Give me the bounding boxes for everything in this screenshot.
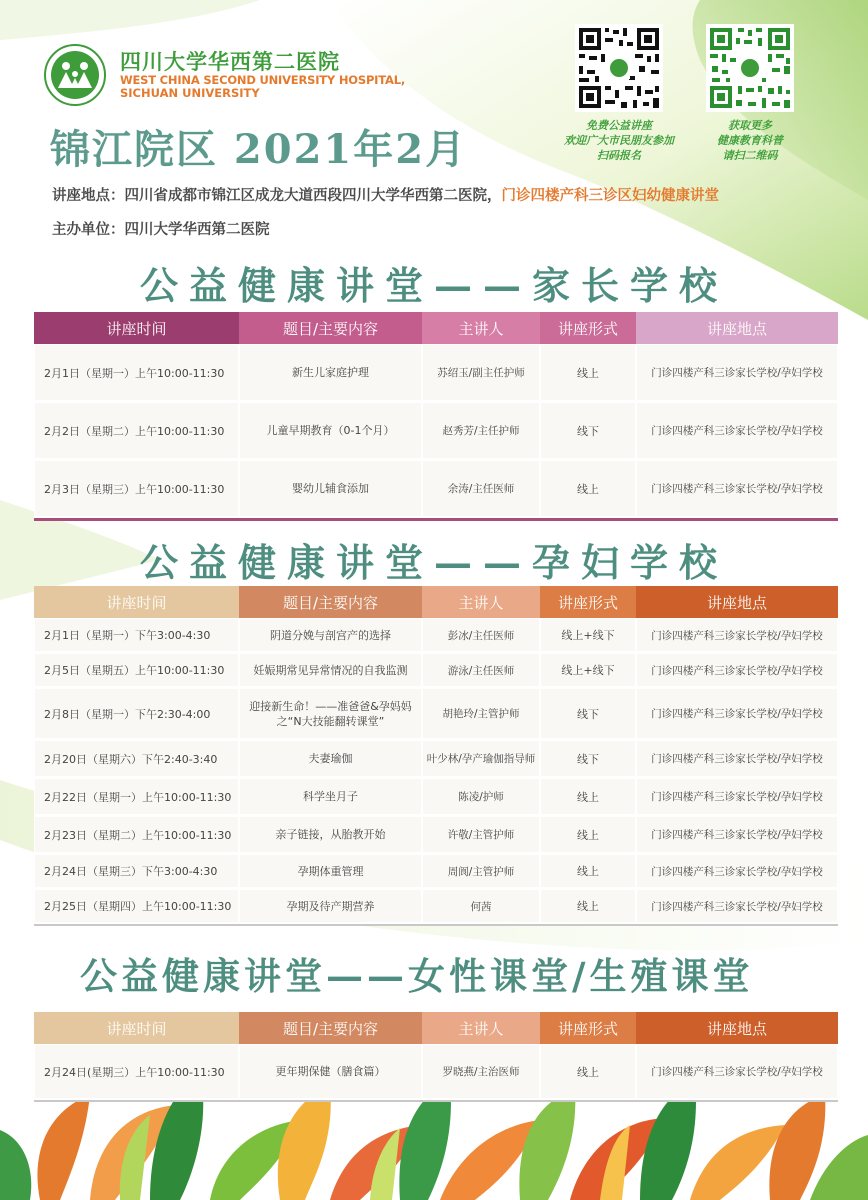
cell-speaker: 许敬/主管护师 [423, 817, 539, 852]
cell-topic: 婴幼儿辅食添加 [240, 461, 421, 516]
cell-speaker: 叶少林/孕产瑜伽指导师 [423, 741, 539, 776]
cell-format: 线上 [541, 345, 635, 400]
cell-place: 门诊四楼产科三诊家长学校/孕妇学校 [637, 855, 837, 887]
cell-format: 线上 [541, 1045, 635, 1098]
table-body [34, 344, 838, 521]
cell-format: 线下 [541, 403, 635, 458]
host-organization-line: 主办单位：四川大学华西第二医院 [52, 222, 270, 238]
table-row [34, 778, 838, 816]
cell-place: 门诊四楼产科三诊家长学校/孕妇学校 [637, 403, 837, 458]
hospital-name-en-line2: SICHUAN UNIVERSITY [120, 86, 260, 100]
table-body [34, 618, 838, 926]
section-title-women-class: 公益健康讲堂——女性课堂/生殖课堂 [80, 954, 754, 998]
cell-speaker: 何茜 [423, 890, 539, 922]
table-row [34, 460, 838, 518]
table-row [34, 344, 838, 402]
cell-topic: 孕期及待产期营养 [240, 890, 421, 922]
signup-qr-code-icon[interactable] [575, 24, 663, 112]
table-row [34, 653, 838, 688]
signup-qr-caption: 免费公益讲座 欢迎广大市民朋友参加 扫码报名 [564, 119, 674, 162]
table-row [34, 889, 838, 924]
cell-format: 线上 [541, 817, 635, 852]
cell-place: 门诊四楼产科三诊家长学校/孕妇学校 [637, 779, 837, 814]
cell-time: 2月20日（星期六）下午2:40-3:40 [35, 741, 238, 776]
hospital-name-en-line1: WEST CHINA SECOND UNIVERSITY HOSPITAL, [120, 73, 405, 87]
cell-format: 线上 [541, 461, 635, 516]
header-place: 讲座地点 [636, 312, 838, 344]
cell-format: 线上 [541, 855, 635, 887]
cell-time: 2月5日（星期五）上午10:00-11:30 [35, 654, 238, 686]
cell-topic: 迎接新生命！——准爸爸&孕妈妈之“N大技能翻转课堂” [240, 689, 421, 738]
cell-format: 线下 [541, 741, 635, 776]
hospital-name-cn: 四川大学华西第二医院 [120, 50, 340, 74]
cell-topic: 更年期保健（膳食篇） [240, 1045, 421, 1098]
header-format: 讲座形式 [540, 312, 636, 344]
header-topic: 题目/主要内容 [239, 586, 422, 618]
header-place: 讲座地点 [636, 586, 838, 618]
header-time: 讲座时间 [34, 1012, 239, 1044]
cell-time: 2月2日（星期二）上午10:00-11:30 [35, 403, 238, 458]
cell-topic: 儿童早期教育（0-1个月） [240, 403, 421, 458]
cell-topic: 孕期体重管理 [240, 855, 421, 887]
table-header [34, 586, 838, 618]
cell-topic: 夫妻瑜伽 [240, 741, 421, 776]
cell-speaker: 苏绍玉/副主任护师 [423, 345, 539, 400]
cell-topic: 阴道分娩与剖宫产的选择 [240, 619, 421, 651]
cell-speaker: 陈凌/护师 [423, 779, 539, 814]
cell-time: 2月24日（星期三）下午3:00-4:30 [35, 855, 238, 887]
header-format: 讲座形式 [540, 1012, 636, 1044]
parent-school-table [34, 312, 838, 521]
cell-speaker: 赵秀芳/主任护师 [423, 403, 539, 458]
table-row [34, 402, 838, 460]
cell-place: 门诊四楼产科三诊家长学校/孕妇学校 [637, 689, 837, 738]
table-body [34, 1044, 838, 1102]
table-header [34, 1012, 838, 1044]
lecture-location-line: 讲座地点：四川省成都市锦江区成龙大道西段四川大学华西第二医院，门诊四楼产科三诊区妇幼健康讲堂 [52, 188, 719, 204]
table-row [34, 618, 838, 653]
cell-speaker: 彭冰/主任医师 [423, 619, 539, 651]
cell-topic: 新生儿家庭护理 [240, 345, 421, 400]
header-topic: 题目/主要内容 [239, 1012, 422, 1044]
cell-speaker: 胡艳玲/主管护师 [423, 689, 539, 738]
cell-topic: 妊娠期常见异常情况的自我监测 [240, 654, 421, 686]
cell-format: 线上+线下 [541, 619, 635, 651]
cell-time: 2月24日(星期三）上午10:00-11:30 [35, 1045, 238, 1098]
table-header [34, 312, 838, 344]
pregnancy-school-table [34, 586, 838, 926]
cell-topic: 科学坐月子 [240, 779, 421, 814]
cell-speaker: 余涛/主任医师 [423, 461, 539, 516]
table-row [34, 854, 838, 889]
cell-place: 门诊四楼产科三诊家长学校/孕妇学校 [637, 345, 837, 400]
cell-place: 门诊四楼产科三诊家长学校/孕妇学校 [637, 619, 837, 651]
cell-time: 2月22日（星期一）上午10:00-11:30 [35, 779, 238, 814]
cell-speaker: 罗晓燕/主治医师 [423, 1045, 539, 1098]
header-speaker: 主讲人 [422, 312, 540, 344]
cell-time: 2月1日（星期一）下午3:00-4:30 [35, 619, 238, 651]
header-time: 讲座时间 [34, 586, 239, 618]
header-speaker: 主讲人 [422, 1012, 540, 1044]
table-row [34, 816, 838, 854]
header-topic: 题目/主要内容 [239, 312, 422, 344]
cell-time: 2月1日（星期一）上午10:00-11:30 [35, 345, 238, 400]
cell-format: 线上 [541, 779, 635, 814]
cell-time: 2月3日（星期三）上午10:00-11:30 [35, 461, 238, 516]
table-row [34, 688, 838, 740]
cell-time: 2月23日（星期二）上午10:00-11:30 [35, 817, 238, 852]
women-class-table [34, 1012, 838, 1102]
cell-speaker: 周阆/主管护师 [423, 855, 539, 887]
cell-format: 线上+线下 [541, 654, 635, 686]
cell-format: 线上 [541, 890, 635, 922]
cell-time: 2月8日（星期一）下午2:30-4:00 [35, 689, 238, 738]
location-highlight: 门诊四楼产科三诊区妇幼健康讲堂 [501, 188, 719, 204]
health-education-qr-caption: 获取更多 健康教育科普 请扫二维码 [717, 119, 783, 162]
cell-place: 门诊四楼产科三诊家长学校/孕妇学校 [637, 1045, 837, 1098]
table-row [34, 740, 838, 778]
cell-format: 线下 [541, 689, 635, 738]
cell-place: 门诊四楼产科三诊家长学校/孕妇学校 [637, 890, 837, 922]
cell-time: 2月25日（星期四）上午10:00-11:30 [35, 890, 238, 922]
cell-place: 门诊四楼产科三诊家长学校/孕妇学校 [637, 817, 837, 852]
header-format: 讲座形式 [540, 586, 636, 618]
health-education-qr-code-icon[interactable] [706, 24, 794, 112]
header-place: 讲座地点 [636, 1012, 838, 1044]
cell-place: 门诊四楼产科三诊家长学校/孕妇学校 [637, 461, 837, 516]
cell-speaker: 游泳/主任医师 [423, 654, 539, 686]
cell-topic: 亲子链接，从胎教开始 [240, 817, 421, 852]
hospital-logo-icon [44, 44, 106, 106]
section-title-parent-school: 公益健康讲堂——家长学校 [140, 263, 729, 308]
header-time: 讲座时间 [34, 312, 239, 344]
cell-place: 门诊四楼产科三诊家长学校/孕妇学校 [637, 654, 837, 686]
cell-place: 门诊四楼产科三诊家长学校/孕妇学校 [637, 741, 837, 776]
page-title: 锦江院区 2021年2月 [50, 126, 468, 173]
section-title-pregnancy-school: 公益健康讲堂——孕妇学校 [140, 540, 729, 585]
header-speaker: 主讲人 [422, 586, 540, 618]
table-row [34, 1044, 838, 1100]
